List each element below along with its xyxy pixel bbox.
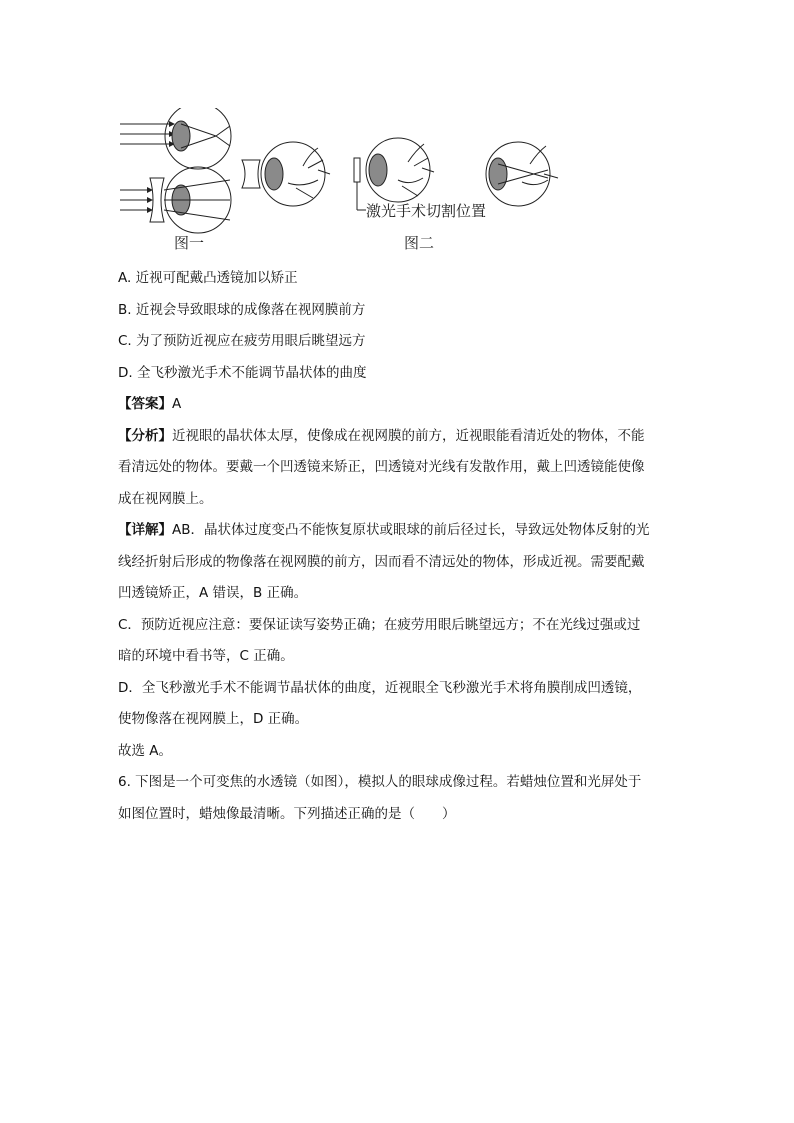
- option-text: 近视会导致眼球的成像落在视网膜前方: [135, 301, 366, 318]
- detail-line-7: 使物像落在视网膜上，D 正确。: [118, 711, 309, 727]
- answer-line: [118, 389, 678, 421]
- analysis-label: 【分析】: [118, 427, 172, 444]
- eye-figure: [118, 108, 568, 258]
- option-text: 近视可配戴凸透镜加以矫正: [135, 270, 298, 286]
- detail-line-2: 线经折射后形成的物像落在视网膜的前方，因而看不清远处的物体，形成近视。需要配戴: [118, 553, 645, 570]
- answer-label: 【答案】: [118, 396, 172, 412]
- eye-top-diagram: [120, 108, 231, 169]
- figure-1-caption: 图一: [174, 234, 205, 252]
- eye-fig2-1: [242, 142, 330, 206]
- analysis-line-3: 成在视网膜上。: [118, 490, 213, 507]
- detail-line-3: 凹透镜矫正，A 错误，B 正确。: [118, 585, 308, 601]
- analysis-text-1: 近视眼的晶状体太厚，使像成在视网膜的前方，近视眼能看清近处的物体，不能: [172, 427, 645, 444]
- detail-line-5: 暗的环境中看书等，C 正确。: [118, 648, 294, 664]
- detail-line-6: D．全飞秒激光手术不能调节晶状体的曲度，近视眼全飞秒激光手术将角膜削成凹透镜，: [118, 679, 642, 696]
- eye-fig2-3: [486, 142, 558, 206]
- question-body: [118, 263, 678, 830]
- option-letter: A.: [118, 270, 132, 286]
- detail-line-8: 故选 A。: [118, 742, 173, 759]
- answer-value: A: [172, 396, 182, 412]
- detail-text-1: AB．晶状体过度变凸不能恢复原状或眼球的前后径过长，导致远处物体反射的光: [172, 522, 650, 538]
- question6-line-1: 6. 下图是一个可变焦的水透镜（如图），模拟人的眼球成像过程。若蜡烛位置和光屏处于: [118, 774, 642, 790]
- option-letter: D.: [118, 364, 133, 381]
- option-text: 为了预防近视应在疲劳用眼后眺望远方: [136, 333, 366, 349]
- option-d: [118, 358, 678, 390]
- option-text: 全飞秒激光手术不能调节晶状体的曲度: [136, 364, 367, 381]
- analysis-line-1: [118, 421, 678, 453]
- detail-line-4: C．预防近视应注意：要保证读写姿势正确；在疲劳用眼后眺望远方；不在光线过强或过: [118, 616, 641, 633]
- detail-line-1: [118, 515, 678, 547]
- detail-label: 【详解】: [118, 522, 172, 538]
- option-b: [118, 295, 678, 327]
- option-a: [118, 263, 678, 295]
- option-c: [118, 326, 678, 358]
- figure-2-caption: 图二: [404, 234, 435, 252]
- option-letter: B.: [118, 301, 132, 318]
- laser-cut-label: 激光手术切割位置: [366, 202, 487, 220]
- eye-bottom-diagram: [120, 167, 231, 233]
- analysis-line-2: 看清远处的物体。要戴一个凹透镜来矫正，凹透镜对光线有发散作用，戴上凹透镜能使像: [118, 459, 645, 475]
- question6-line-2: 如图位置时，蜡烛像最清晰。下列描述正确的是（ ）: [118, 805, 456, 822]
- option-letter: C.: [118, 333, 132, 349]
